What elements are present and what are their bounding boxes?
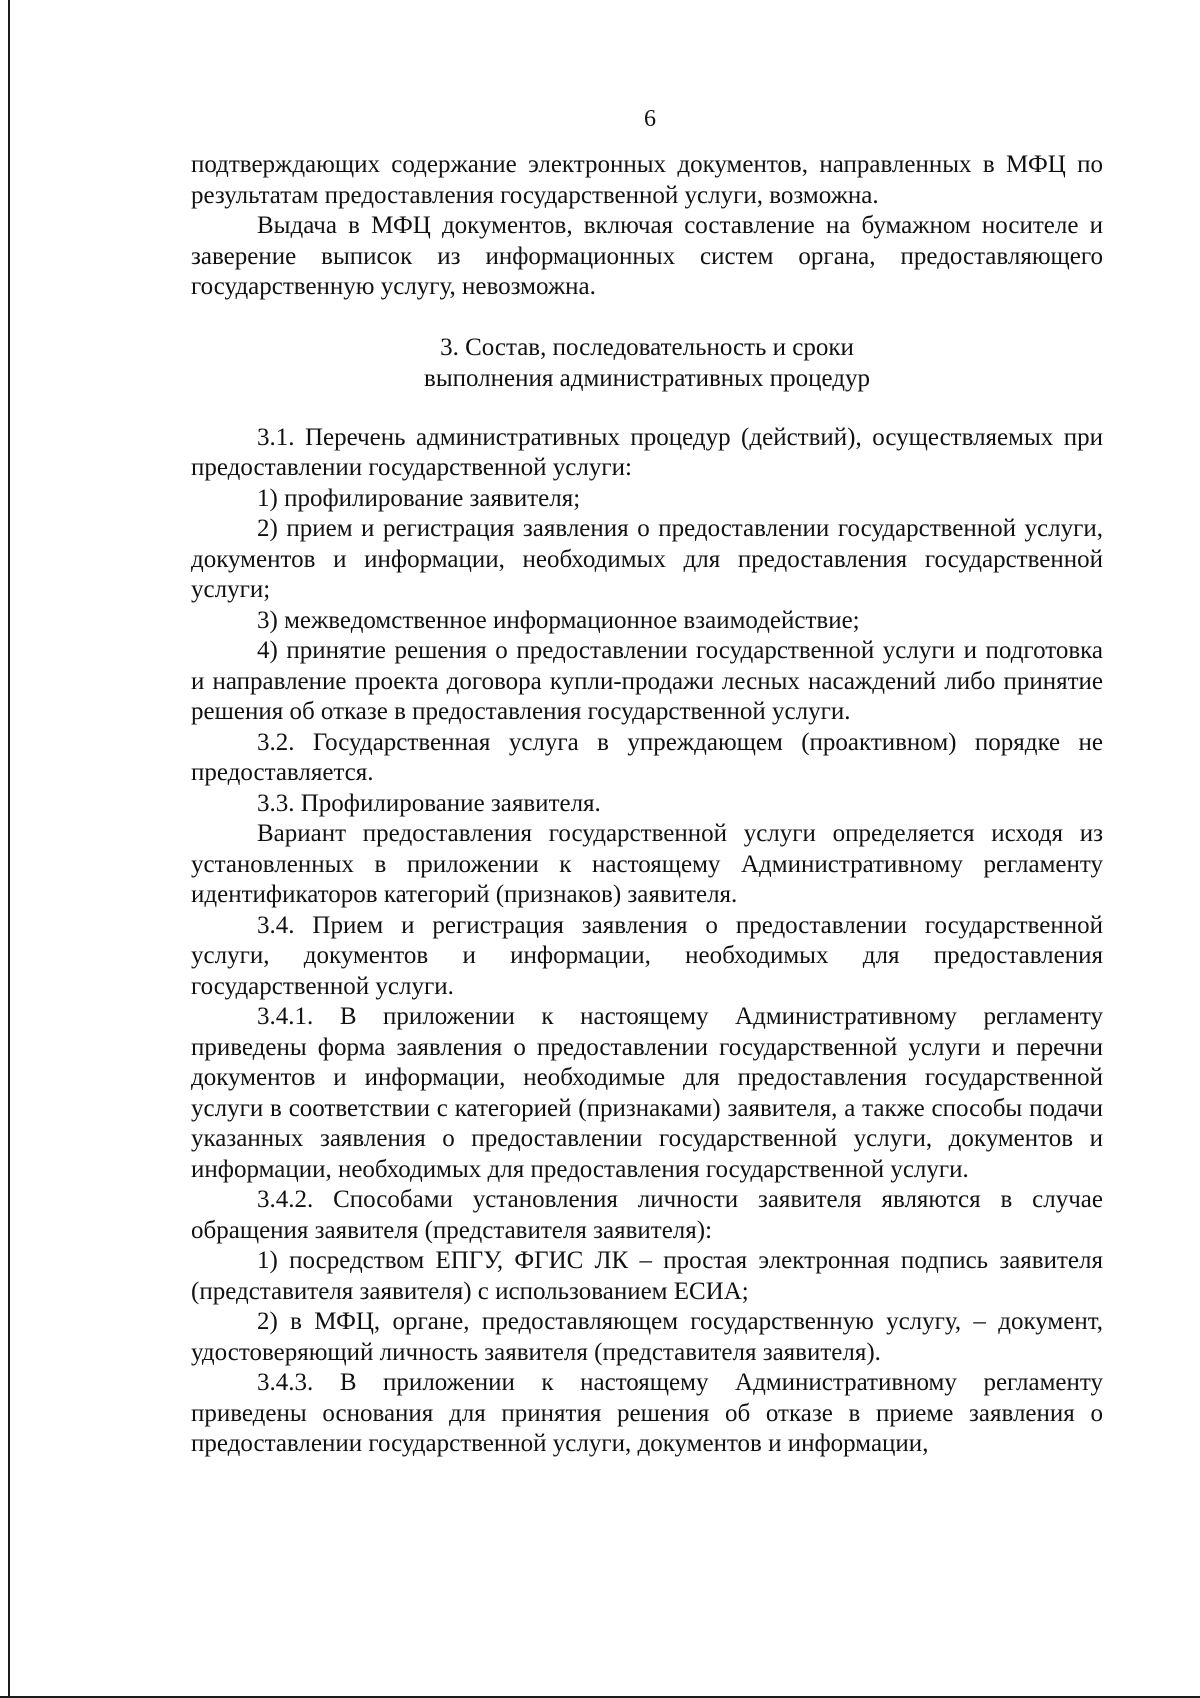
paragraph-3-4-2: 3.4.2. Способами установления личности заявителя являются в случае обращения заявителя (представителя заявителя): <box>191 1186 1103 1244</box>
paragraph-3-3: 3.3. Профилирование заявителя. <box>257 789 601 817</box>
list-item-4: 4) принятие решения о предоставлении государственной услуги и подготовка и направление проекта договора купли-продажи лесных насаждений либо принятие решения об отказе в предоставления государственной услуги. <box>191 637 1103 725</box>
scan-left-border <box>8 0 10 1698</box>
list-item-3: 3) межведомственное информационное взаимодействие; <box>257 606 860 634</box>
paragraph-3-4: 3.4. Прием и регистрация заявления о предоставлении государственной услуги, документов и информации, необходимых для предоставления государственной услуги. <box>191 911 1103 1000</box>
paragraph-3-2: 3.2. Государственная услуга в упреждающем (проактивном) порядке не предоставляется. <box>191 728 1103 786</box>
document-body <box>191 150 1103 1460</box>
paragraph-3-4-1: 3.4.1. В приложении к настоящему Административному регламенту приведены форма заявления о предоставлении государственной услуги и перечни документов и информации, необходимые для предоставления государственной услуги в соответствии с категорией (признаками) заявителя, а также способы подачи указанных заявления о предоставлении государственной услуги, документов и информации, необходимых для предоставления государственной услуги. <box>191 1003 1103 1183</box>
paragraph-continuation: подтверждающих содержание электронных документов, направленных в МФЦ по результатам предоставления государственной услуги, возможна. <box>191 151 1103 209</box>
paragraph-issuance: Выдача в МФЦ документов, включая составление на бумажном носителе и заверение выписок из информационных систем органа, предоставляющего государственную услугу, невозможна. <box>191 212 1103 300</box>
list-item-epgu: 1) посредством ЕПГУ, ФГИС ЛК – простая электронная подпись заявителя (представителя заявителя) с использованием ЕСИА; <box>191 1247 1103 1305</box>
list-item-mfc: 2) в МФЦ, органе, предоставляющем государственную услугу, – документ, удостоверяющий личность заявителя (представителя заявителя). <box>191 1308 1103 1366</box>
list-item-2: 2) прием и регистрация заявления о предоставлении государственной услуги, документов и информации, необходимых для предоставления государственной услуги; <box>191 515 1103 603</box>
section-heading-line-2: выполнения административных процедур <box>424 364 870 392</box>
page-number: 6 <box>644 106 656 132</box>
section-heading-line-1: 3. Состав, последовательность и сроки <box>440 333 854 361</box>
list-item-1: 1) профилирование заявителя; <box>257 484 581 512</box>
paragraph-3-1: 3.1. Перечень административных процедур (действий), осуществляемых при предоставлении государственной услуги: <box>191 423 1103 481</box>
paragraph-3-4-3: 3.4.3. В приложении к настоящему Административному регламенту приведены основания для принятия решения об отказе в приеме заявления о предоставлении государственной услуги, документов и информации, <box>191 1369 1103 1457</box>
paragraph-variant: Вариант предоставления государственной услуги определяется исходя из установленных в приложении к настоящему Административному регламенту идентификаторов категорий (признаков) заявителя. <box>191 820 1103 908</box>
section-heading <box>191 332 1103 394</box>
